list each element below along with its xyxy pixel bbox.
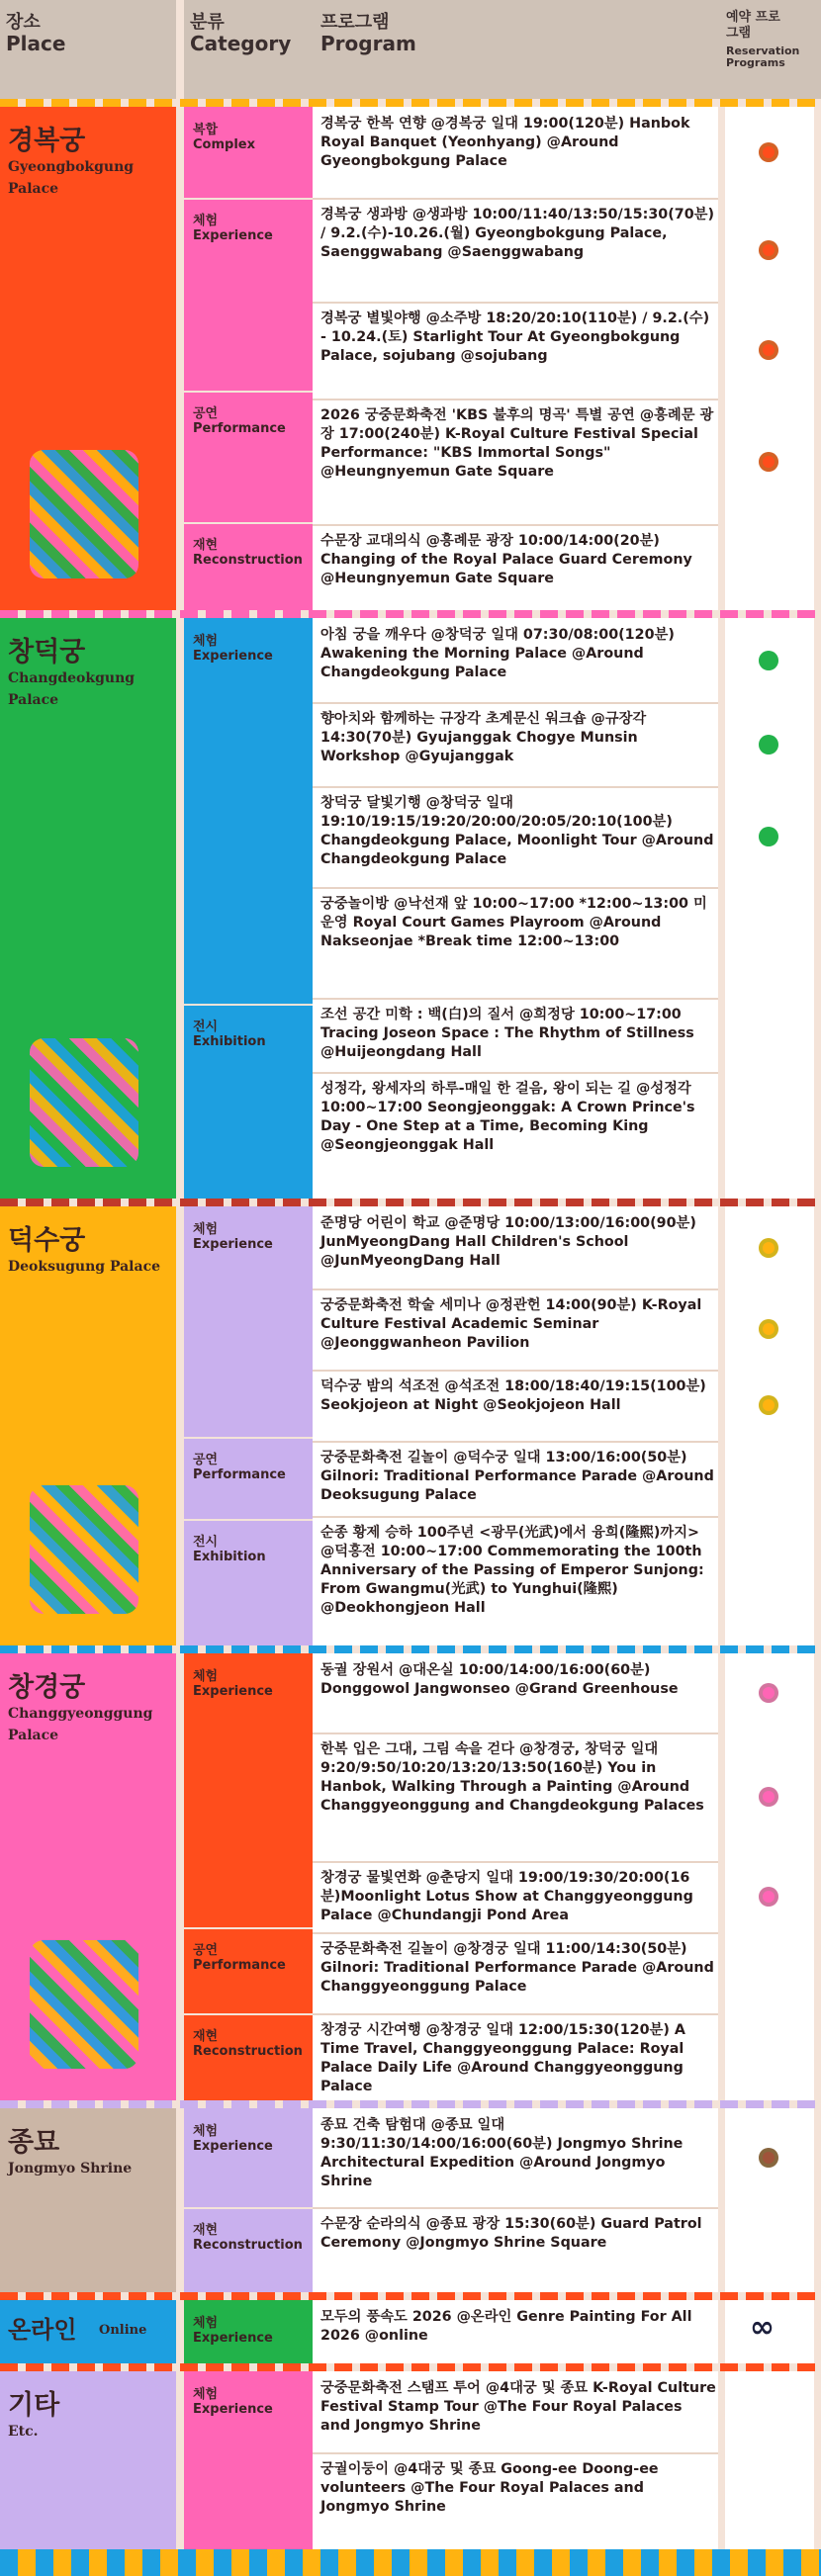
column-gap (176, 107, 184, 618)
category-label (193, 119, 255, 152)
program-divider (313, 1516, 718, 1518)
program-item: 궁중문화축전 스탬프 투어 @4대궁 및 종묘 K-Royal Culture Festival Stamp Tour @The Four Royal Palaces and Jongmyo Shrine (320, 2380, 716, 2434)
header-place-ko: 장소 (6, 12, 41, 33)
place-cell-gyeongbokgung (0, 107, 176, 618)
decorative-illustration (30, 450, 138, 578)
category-ko: 체험 (193, 214, 219, 228)
reservation-cell-deoksugung (725, 1206, 814, 1653)
program-item: 동궐 장원서 @대온실 10:00/14:00/16:00(60분) Donggowol Jangwonseo @Grand Greenhouse (320, 1662, 679, 1697)
category-column-deoksugung (184, 1206, 313, 1653)
category-label (193, 210, 273, 243)
reservation-dot-icon (759, 827, 778, 846)
place-name-en: Gyeongbokgung Palace (8, 159, 135, 197)
reservation-dot-icon (759, 452, 778, 472)
header-reservation-en: Reservation Programs (726, 44, 800, 69)
category-en: Experience (193, 1237, 273, 1252)
category-en: Experience (193, 649, 273, 664)
place-cell-changgyeonggung (0, 1653, 176, 2108)
reservation-cell-changdeokgung (725, 618, 814, 1206)
place-name-ko: 경복궁 (8, 126, 86, 156)
place-cell-jongmyo (0, 2108, 176, 2300)
place-name-ko: 종묘 (8, 2127, 60, 2158)
reservation-cell-etc (725, 2371, 814, 2549)
category-ko: 체험 (193, 1222, 219, 1237)
decorative-illustration (30, 1485, 138, 1614)
place-name-ko: 창덕궁 (8, 637, 86, 667)
divider-strip (0, 2292, 821, 2300)
infinity-icon: ∞ (750, 2310, 775, 2345)
category-ko: 체험 (193, 634, 219, 649)
place-cell-online (0, 2300, 176, 2371)
category-column-etc (184, 2371, 313, 2549)
header-reservation-ko: 예약 프로그램 (726, 10, 780, 41)
program-divider (313, 998, 718, 1000)
category-en: Experience (193, 2331, 273, 2346)
place-name-en: Etc. (8, 2424, 39, 2440)
program-item: 궁궐이둥이 @4대궁 및 종묘 Goong-ee Doong-ee volunteers @The Four Royal Palaces and Jongmyo Shrine (320, 2461, 659, 2515)
program-item: 수문장 순라의식 @종묘 광장 15:30(60분) Guard Patrol Ceremony @Jongmyo Shrine Square (320, 2216, 702, 2251)
place-cell-etc (0, 2371, 176, 2549)
category-label (193, 534, 303, 568)
category-divider (184, 1519, 313, 1521)
category-divider (184, 198, 313, 200)
category-label (193, 1218, 273, 1252)
program-column-etc (313, 2371, 718, 2549)
header-category-ko: 분류 (190, 12, 225, 33)
program-item: 종묘 건축 탐험대 @종묘 일대 9:30/11:30/14:00/16:00(60분) Jongmyo Shrine Architectural Expedition @Around Jongmyo Shrine (320, 2117, 684, 2189)
reservation-dot-icon (759, 2148, 778, 2168)
decorative-illustration (30, 1038, 138, 1167)
decorative-illustration (30, 1940, 138, 2069)
header-reservation (718, 0, 821, 107)
program-item: 창경궁 물빛연화 @춘당지 일대 19:00/19:30/20:00(16분)Moonlight Lotus Show at Changgyeonggung Palace @Chundangji Pond Area (320, 1870, 693, 1923)
reservation-dot-icon (759, 1238, 778, 1258)
category-label (193, 1449, 286, 1482)
category-en: Experience (193, 2139, 273, 2154)
category-label (193, 402, 286, 436)
reservation-dot-icon (759, 240, 778, 260)
divider-strip (0, 1199, 821, 1206)
header-program-ko: 프로그램 (320, 12, 390, 33)
program-divider (313, 1861, 718, 1863)
place-name-en: Changdeokgung Palace (8, 670, 136, 708)
reservation-cell-gyeongbokgung (725, 107, 814, 618)
category-label (193, 1531, 266, 1564)
category-ko: 재현 (193, 2223, 219, 2238)
program-item: 궁중문화축전 학술 세미나 @정관헌 14:00(90분) K-Royal Culture Festival Academic Seminar @Jeonggwanheon Pavilion (320, 1297, 702, 1351)
section-gyeongbokgung (0, 107, 821, 618)
divider-strip (0, 99, 821, 107)
column-gap (176, 2300, 184, 2371)
section-jongmyo (0, 2108, 821, 2300)
program-divider (313, 198, 718, 200)
place-cell-changdeokgung (0, 618, 176, 1206)
program-item: 아침 궁을 깨우다 @창덕궁 일대 07:30/08:00(120분) Awakening the Morning Palace @Around Changdeokgung Palace (320, 627, 675, 680)
program-divider (313, 1370, 718, 1372)
category-column-jongmyo (184, 2108, 313, 2300)
program-divider (313, 1732, 718, 1734)
program-item: 준명당 어린이 학교 @준명당 10:00/13:00/16:00(90분) JunMyeongDang Hall Children's School @JunMyeongDang Hall (320, 1215, 696, 1269)
header-category (184, 0, 313, 107)
place-name-ko: 온라인 (8, 2315, 77, 2344)
program-divider (313, 786, 718, 788)
program-item: 향아치와 함께하는 규장각 초계문신 워크숍 @규장각 14:30(70분) Gyujanggak Chogye Munsin Workshop @Gyujanggak (320, 711, 647, 764)
category-divider (184, 2013, 313, 2015)
category-en: Reconstruction (193, 553, 303, 568)
place-name-en: Changgyeonggung Palace (8, 1706, 153, 1743)
column-gap (176, 1653, 184, 2108)
program-item: 모두의 풍속도 2026 @온라인 Genre Painting For All 2026 @online (320, 2309, 692, 2344)
program-column-deoksugung (313, 1206, 718, 1653)
program-column-jongmyo (313, 2108, 718, 2300)
category-divider (184, 1004, 313, 1006)
program-item: 경복궁 한복 연향 @경복궁 일대 19:00(120분) Hanbok Royal Banquet (Yeonhyang) @Around Gyeongbokgung Palace (320, 116, 690, 169)
category-label (193, 1665, 273, 1699)
reservation-dot-icon (759, 1683, 778, 1703)
category-ko: 공연 (193, 1453, 219, 1467)
category-label (193, 2312, 273, 2346)
header-category-en: Category (190, 32, 292, 55)
place-name-ko: 기타 (8, 2390, 60, 2421)
reservation-dot-icon (759, 651, 778, 670)
program-item: 조선 공간 미학 : 백(白)의 질서 @희정당 10:00~17:00 Tracing Joseon Space : The Rhythm of Stillness @Huijeongdang Hall (320, 1007, 694, 1060)
category-ko: 복합 (193, 123, 219, 137)
category-label (193, 2025, 303, 2059)
category-column-changdeokgung (184, 618, 313, 1206)
program-divider (313, 887, 718, 889)
place-name-en: Deoksugung Palace (8, 1259, 160, 1275)
section-etc (0, 2371, 821, 2549)
program-item: 궁중문화축전 길놀이 @덕수궁 일대 13:00/16:00(50분) Gilnori: Traditional Performance Parade @Around Deoksugung Palace (320, 1450, 714, 1503)
header-program (313, 0, 718, 107)
category-ko: 전시 (193, 1020, 219, 1034)
section-changgyeonggung (0, 1653, 821, 2108)
column-gap (176, 2371, 184, 2549)
divider-strip (0, 2100, 821, 2108)
program-divider (313, 1441, 718, 1443)
program-divider (313, 2207, 718, 2209)
category-en: Complex (193, 137, 255, 152)
program-divider (313, 524, 718, 526)
reservation-dot-icon (759, 340, 778, 360)
category-label (193, 2120, 273, 2154)
place-name-en: Online (99, 2323, 147, 2338)
category-divider (184, 1927, 313, 1929)
program-item: 한복 입은 그대, 그림 속을 걷다 @창경궁, 창덕궁 일대 9:20/9:50/10:20/13:20/13:50(160분) You in Hanbok, Walking Through a Painting @Around Changgyeonggung and Changdeokgung Palaces (320, 1741, 704, 1814)
category-en: Exhibition (193, 1550, 266, 1564)
category-ko: 공연 (193, 1943, 219, 1958)
section-changdeokgung (0, 618, 821, 1206)
category-ko: 체험 (193, 2387, 219, 2402)
reservation-dot-icon (759, 1787, 778, 1807)
category-en: Experience (193, 1684, 273, 1699)
reservation-cell-changgyeonggung (725, 1653, 814, 2108)
category-label (193, 1939, 286, 1973)
category-label (193, 2219, 303, 2253)
divider-strip (0, 2363, 821, 2371)
program-divider (313, 702, 718, 704)
reservation-dot-icon (759, 1395, 778, 1415)
category-ko: 체험 (193, 2316, 219, 2331)
category-column-gyeongbokgung (184, 107, 313, 618)
program-divider (313, 2013, 718, 2015)
divider-strip (0, 610, 821, 618)
program-column-changgyeonggung (313, 1653, 718, 2108)
category-en: Exhibition (193, 1034, 266, 1049)
reservation-dot-icon (759, 1887, 778, 1907)
program-item: 창경궁 시간여행 @창경궁 일대 12:00/15:30(120분) A Time Travel, Changgyeonggung Palace: Royal Palace Daily Life @Around Changgyeonggung Palace (320, 2022, 685, 2094)
category-label (193, 2383, 273, 2417)
category-en: Experience (193, 2402, 273, 2417)
program-item: 덕수궁 밤의 석조전 @석조전 18:00/18:40/19:15(100분) Seokjojeon at Night @Seokjojeon Hall (320, 1378, 706, 1413)
reservation-dot-icon (759, 142, 778, 162)
section-online (0, 2300, 821, 2371)
category-ko: 재현 (193, 538, 219, 553)
place-name-en: Jongmyo Shrine (8, 2161, 133, 2176)
column-gap (176, 618, 184, 1206)
category-en: Reconstruction (193, 2044, 303, 2059)
program-item: 경복궁 생과방 @생과방 10:00/11:40/13:50/15:30(70분) / 9.2.(수)-10.26.(월) Gyeongbokgung Palace, Saenggwabang @Saenggwabang (320, 207, 714, 260)
category-en: Performance (193, 1467, 286, 1482)
program-divider (313, 2452, 718, 2454)
category-ko: 공연 (193, 406, 219, 421)
category-divider (184, 2207, 313, 2209)
category-column-changgyeonggung (184, 1653, 313, 2108)
program-divider (313, 302, 718, 304)
reservation-dot-icon (759, 1319, 778, 1339)
category-ko: 전시 (193, 1535, 219, 1550)
section-deoksugung (0, 1206, 821, 1653)
column-gap (176, 1206, 184, 1653)
category-ko: 체험 (193, 2124, 219, 2139)
category-en: Performance (193, 421, 286, 436)
program-divider (313, 1072, 718, 1074)
header-place (0, 0, 176, 107)
column-gap (176, 2108, 184, 2300)
program-item: 성정각, 왕세자의 하루-매일 한 걸음, 왕이 되는 길 @성정각 10:00~17:00 Seongjeonggak: A Crown Prince's Day - One Step at a Time, Becoming King @Seongjeonggak Hall (320, 1081, 695, 1153)
program-item: 2026 궁중문화축전 'KBS 불후의 명곡' 특별 공연 @흥례문 광장 17:00(240분) K-Royal Culture Festival Special Performance: "KBS Immortal Songs" @Heungnyemun Gate Square (320, 407, 714, 480)
program-column-gyeongbokgung (313, 107, 718, 618)
category-label (193, 630, 273, 664)
category-label (193, 1016, 266, 1049)
category-en: Performance (193, 1958, 286, 1973)
place-cell-deoksugung (0, 1206, 176, 1653)
program-item: 궁중문화축전 길놀이 @창경궁 일대 11:00/14:30(50분) Gilnori: Traditional Performance Parade @Around Changgyeonggung Palace (320, 1941, 714, 1995)
category-column-online (184, 2300, 313, 2371)
program-divider (313, 399, 718, 400)
place-name-ko: 덕수궁 (8, 1225, 86, 1256)
category-ko: 체험 (193, 1669, 219, 1684)
category-divider (184, 522, 313, 524)
divider-strip (0, 1645, 821, 1653)
category-en: Experience (193, 228, 273, 243)
category-en: Reconstruction (193, 2238, 303, 2253)
program-item: 수문장 교대의식 @흥례문 광장 10:00/14:00(20분) Changing of the Royal Palace Guard Ceremony @Heungnyemun Gate Square (320, 533, 692, 586)
program-column-changdeokgung (313, 618, 718, 1206)
header-program-en: Program (320, 32, 416, 55)
bottom-decorative-strip (0, 2549, 821, 2576)
program-item: 순종 황제 승하 100주년 <광무(光武)에서 융희(隆熙)까지> @덕홍전 10:00~17:00 Commemorating the 100th Anniversary of the Passing of Emperor Sunjong: From Gwangmu(光武) to Yunghui(隆熙) @Deokhongjeon Hall (320, 1525, 704, 1616)
program-divider (313, 1288, 718, 1290)
header-place-en: Place (6, 32, 66, 55)
program-item: 궁중놀이방 @낙선재 앞 10:00~17:00 *12:00~13:00 미운영 Royal Court Games Playroom @Around Nakseonjae *Break time 12:00~13:00 (320, 896, 707, 949)
program-column-online (313, 2300, 718, 2371)
category-divider (184, 391, 313, 393)
program-divider (313, 1932, 718, 1934)
program-item: 창덕궁 달빛기행 @창덕궁 일대 19:10/19:15/19:20/20:00/20:05/20:10(100분) Changdeokgung Palace, Moonlight Tour @Around Changdeokgung Palace (320, 795, 714, 867)
category-divider (184, 1437, 313, 1439)
reservation-dot-icon (759, 735, 778, 755)
program-item: 경복궁 별빛야행 @소주방 18:20/20:10(110분) / 9.2.(수) - 10.24.(토) Starlight Tour At Gyeongbokgung Palace, sojubang @sojubang (320, 311, 710, 364)
place-name-ko: 창경궁 (8, 1672, 86, 1703)
reservation-cell-jongmyo (725, 2108, 814, 2300)
category-ko: 재현 (193, 2029, 219, 2044)
